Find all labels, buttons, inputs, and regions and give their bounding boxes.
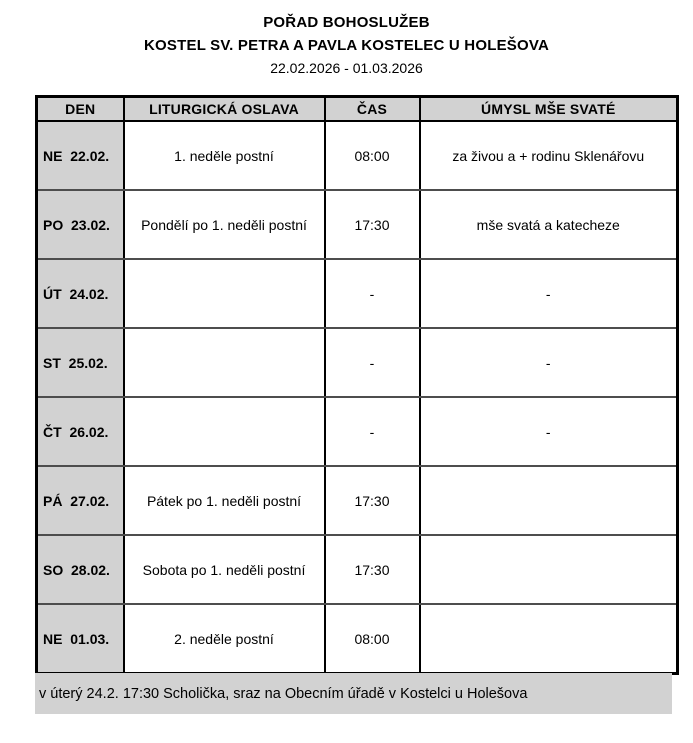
table-row: [37, 328, 678, 397]
column-header-umysl: ÚMYSL MŠE SVATÉ: [420, 97, 678, 122]
day-cell: ST 25.02.: [37, 328, 124, 397]
mass-intention-cell: -: [420, 397, 678, 466]
time-cell: -: [325, 259, 420, 328]
footer-note: [35, 673, 672, 714]
mass-intention-cell: [420, 535, 678, 604]
table-row: [37, 535, 678, 604]
day-cell: ČT 26.02.: [37, 397, 124, 466]
day-cell: SO 28.02.: [37, 535, 124, 604]
column-header-cas: ČAS: [325, 97, 420, 122]
mass-intention-cell: -: [420, 328, 678, 397]
time-cell: 17:30: [325, 466, 420, 535]
mass-intention-cell: [420, 604, 678, 674]
table-row: [37, 466, 678, 535]
table-row: [37, 259, 678, 328]
schedule-table-header: [37, 97, 678, 122]
day-cell: NE 22.02.: [37, 121, 124, 190]
mass-intention-cell: -: [420, 259, 678, 328]
column-header-den: DEN: [37, 97, 124, 122]
table-row: [37, 121, 678, 190]
liturgical-feast-cell: 2. neděle postní: [124, 604, 325, 674]
time-cell: -: [325, 397, 420, 466]
church-name: KOSTEL SV. PETRA A PAVLA KOSTELEC U HOLEŠOVA: [144, 37, 549, 54]
table-row: [37, 604, 678, 674]
table-row: [37, 190, 678, 259]
day-cell: PO 23.02.: [37, 190, 124, 259]
time-cell: 17:30: [325, 190, 420, 259]
page-title: POŘAD BOHOSLUŽEB: [263, 14, 430, 31]
liturgical-feast-cell: [124, 328, 325, 397]
liturgical-feast-cell: [124, 259, 325, 328]
time-cell: 08:00: [325, 604, 420, 674]
table-row: [37, 397, 678, 466]
mass-intention-cell: mše svatá a katecheze: [420, 190, 678, 259]
liturgical-feast-cell: 1. neděle postní: [124, 121, 325, 190]
time-cell: 17:30: [325, 535, 420, 604]
date-range: 22.02.2026 - 01.03.2026: [270, 60, 423, 76]
document-header: [0, 11, 693, 79]
liturgical-feast-cell: [124, 397, 325, 466]
time-cell: -: [325, 328, 420, 397]
day-cell: NE 01.03.: [37, 604, 124, 674]
schedule-table: [35, 95, 679, 675]
time-cell: 08:00: [325, 121, 420, 190]
schedule-table-body: [37, 121, 678, 674]
header-row: [37, 97, 678, 122]
column-header-oslava: LITURGICKÁ OSLAVA: [124, 97, 325, 122]
mass-intention-cell: [420, 466, 678, 535]
liturgical-feast-cell: Pátek po 1. neděli postní: [124, 466, 325, 535]
mass-intention-cell: za živou a + rodinu Sklenářovu: [420, 121, 678, 190]
liturgical-feast-cell: Sobota po 1. neděli postní: [124, 535, 325, 604]
liturgical-feast-cell: Pondělí po 1. neděli postní: [124, 190, 325, 259]
day-cell: ÚT 24.02.: [37, 259, 124, 328]
day-cell: PÁ 27.02.: [37, 466, 124, 535]
footer-note-text: v úterý 24.2. 17:30 Scholička, sraz na Obecním úřadě v Kostelci u Holešova: [39, 685, 528, 702]
